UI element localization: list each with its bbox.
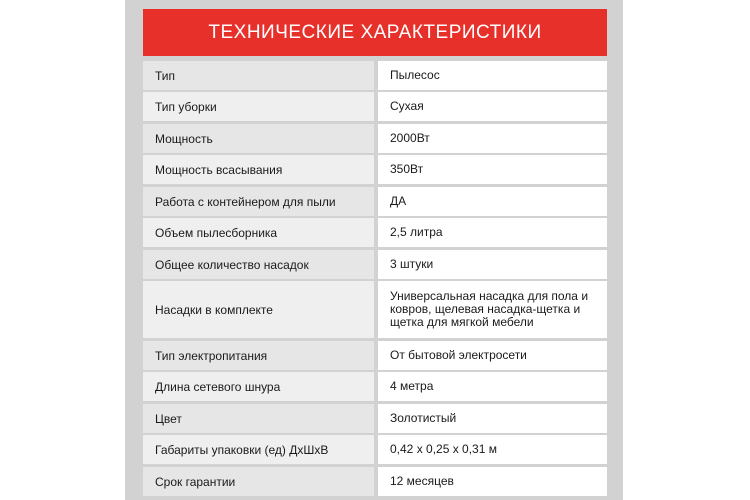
spec-row-nozzles-included xyxy=(143,281,607,338)
spec-label: Мощность всасывания xyxy=(143,155,374,184)
spec-value: Сухая xyxy=(378,92,607,121)
spec-label: Работа с контейнером для пыли xyxy=(143,187,374,216)
spec-row-dust-container xyxy=(143,187,607,216)
spec-value: 2000Вт xyxy=(378,124,607,153)
spec-row-type xyxy=(143,61,607,90)
spec-row-color xyxy=(143,404,607,433)
spec-value: 0,42 х 0,25 х 0,31 м xyxy=(378,435,607,464)
spec-label: Объем пылесборника xyxy=(143,218,374,247)
spec-value: 12 месяцев xyxy=(378,467,607,496)
spec-label: Цвет xyxy=(143,404,374,433)
spec-label: Насадки в комплекте xyxy=(143,281,374,338)
spec-label: Габариты упаковки (ед) ДхШхВ xyxy=(143,435,374,464)
spec-row-power xyxy=(143,124,607,153)
spec-value: 3 штуки xyxy=(378,250,607,279)
spec-row-dust-volume xyxy=(143,218,607,247)
spec-value: Универсальная насадка для пола и ковров, щелевая насадка-щетка и щетка для мягкой мебели xyxy=(378,281,607,338)
spec-label: Срок гарантии xyxy=(143,467,374,496)
spec-value: ДА xyxy=(378,187,607,216)
spec-row-cleaning-type xyxy=(143,92,607,121)
spec-row-power-supply xyxy=(143,341,607,370)
spec-value: 4 метра xyxy=(378,372,607,401)
spec-value: Золотистый xyxy=(378,404,607,433)
spec-row-nozzle-count xyxy=(143,250,607,279)
spec-label: Общее количество насадок xyxy=(143,250,374,279)
spec-value: 350Вт xyxy=(378,155,607,184)
spec-label: Мощность xyxy=(143,124,374,153)
spec-row-suction-power xyxy=(143,155,607,184)
spec-value: От бытовой электросети xyxy=(378,341,607,370)
spec-label: Длина сетевого шнура xyxy=(143,372,374,401)
spec-title: ТЕХНИЧЕСКИЕ ХАРАКТЕРИСТИКИ xyxy=(208,21,542,43)
spec-row-cord-length xyxy=(143,372,607,401)
spec-header xyxy=(143,9,607,56)
spec-label: Тип электропитания xyxy=(143,341,374,370)
spec-label: Тип уборки xyxy=(143,92,374,121)
spec-value: Пылесос xyxy=(378,61,607,90)
spec-label: Тип xyxy=(143,61,374,90)
spec-row-warranty xyxy=(143,467,607,496)
spec-row-package-dimensions xyxy=(143,435,607,464)
spec-value: 2,5 литра xyxy=(378,218,607,247)
